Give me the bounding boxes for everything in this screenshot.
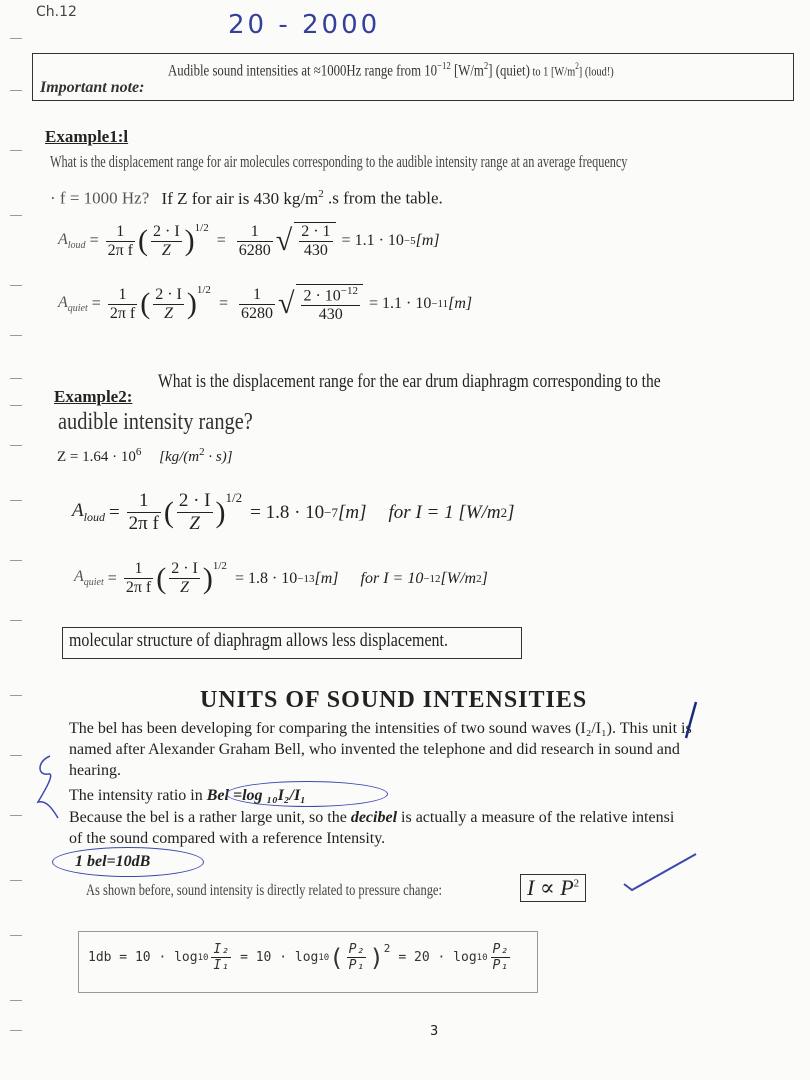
page-number: 3 — [430, 1024, 439, 1039]
section-title: UNITS OF SOUND INTENSITIES — [200, 687, 588, 713]
handwritten-frequency-range: 20 - 2000 — [228, 10, 381, 40]
example1-loud-formula: $A_{loud}$ = $\frac{1}{\text{2π f}}$ ( $\frac{2 \cdot I}{Z}$ ) $^{1/2}$ = $\frac{1}{6280}$ √ $\frac{2 \cdot 1}{430}$ = 1.1 · 10 −5 [m] — [58, 222, 440, 259]
decibel-explanation-cont: of the sound compared with a reference Intensity. — [69, 830, 386, 847]
example1-quiet-formula: $A_{quiet}$ = $\frac{1}{\text{2π f}}$ ( $\frac{2 \cdot I}{Z}$ ) $^{1/2}$ = $\frac{1}{6280}$ √ $\frac{2 \cdot 10^{-12}}{430}$ = 1.1 · 10 −11 [m] — [58, 284, 473, 324]
checkmark-annotation — [620, 850, 700, 892]
units-paragraph-line1: The bel has been developing for comparing the intensities of two sound waves (I₂/I₁). This unit is — [69, 720, 692, 737]
example2-loud-formula: $A_{loud}$ = $\frac{1}{\text{2π f}}$ ( $\frac{2 \cdot I}{Z}$ ) $^{1/2}$ = 1.8 · 10 −7 [m] for I = 1 [W/m 2 ] — [72, 490, 515, 534]
units-paragraph-line3: hearing. — [69, 762, 121, 779]
margin-mark — [10, 620, 22, 621]
margin-mark — [10, 215, 22, 216]
margin-mark — [10, 378, 22, 379]
margin-mark — [10, 445, 22, 446]
margin-mark — [10, 560, 22, 561]
margin-mark — [10, 695, 22, 696]
diaphragm-note-box: molecular structure of diaphragm allows less displacement. — [62, 627, 522, 659]
example1-question-line2: · f = 1000 Hz? If Z for air is 430 $kg/m^2$ .s from the table. — [50, 188, 443, 208]
margin-mark — [10, 755, 22, 756]
margin-mark — [10, 815, 22, 816]
important-note-text: Audible sound intensities at ≈1000Hz range from $10^{-12}$ $[W/m^2]$ (quiet) to 1 $[W/m^2]$ (loud!) — [168, 60, 614, 80]
margin-mark — [10, 405, 22, 406]
example2-quiet-formula: $A_{quiet}$ = $\frac{1}{\text{2π f}}$ ( $\frac{2 \cdot I}{Z}$ ) $^{1/2}$ = 1.8 · 10 −13 [m] for I = 10 −12 [W/m 2 ] — [74, 560, 488, 596]
units-paragraph-line2: named after Alexander Graham Bell, who invented the telephone and did research in sound and — [69, 741, 680, 758]
bel-definition: The intensity ratio in Bel =log ₁₀I₂/I₁ — [69, 787, 306, 804]
margin-mark — [10, 38, 22, 39]
example1-question-line1: What is the displacement range for air molecules corresponding to the audible intensity range at an average frequency — [50, 152, 628, 171]
example1-heading: Example1:l — [45, 127, 129, 146]
decibel-formula: 1db = 10 · log 10 $\frac{\text{I₂}}{\text{I₁}}$ = 10 · log 10 ( $\frac{\text{P₂}}{\text{P₁}}$ ) $^2$ = 20 · log 10 $\frac{\text{P₂}}{\text{P₁}}$ — [88, 942, 509, 973]
margin-mark — [10, 1030, 22, 1031]
margin-mark — [10, 90, 22, 91]
bel-to-db-circle — [52, 847, 204, 877]
example2-z-value: $Z = 1.64 \cdot 10^6$ $[kg/(m^2 \cdot s)]$ — [57, 446, 233, 465]
margin-mark — [10, 935, 22, 936]
slash-annotation — [684, 700, 698, 740]
pressure-relation-text: As shown before, sound intensity is directly related to pressure change: — [86, 882, 442, 899]
bel-to-db: 1 bel=10dB — [75, 853, 151, 870]
proportionality-box: $I \propto P^2$ — [520, 874, 586, 902]
bel-definition-circle — [226, 781, 388, 807]
margin-mark — [10, 285, 22, 286]
margin-mark — [10, 1000, 22, 1001]
chapter-label: Ch.12 — [36, 4, 77, 20]
decibel-explanation: Because the bel is a rather large unit, so the decibel is actually a measure of the relative intensi — [69, 809, 675, 826]
margin-mark — [10, 335, 22, 336]
margin-mark — [10, 150, 22, 151]
important-note-label: Important note: — [40, 79, 145, 96]
example2-question-b: audible intensity range? — [58, 409, 253, 435]
margin-mark — [10, 880, 22, 881]
example2-heading: Example2: — [54, 387, 133, 406]
margin-mark — [10, 500, 22, 501]
handwritten-mark — [32, 752, 62, 822]
example2-question-a: What is the displacement range for the ear drum diaphragm corresponding to the — [158, 371, 661, 392]
